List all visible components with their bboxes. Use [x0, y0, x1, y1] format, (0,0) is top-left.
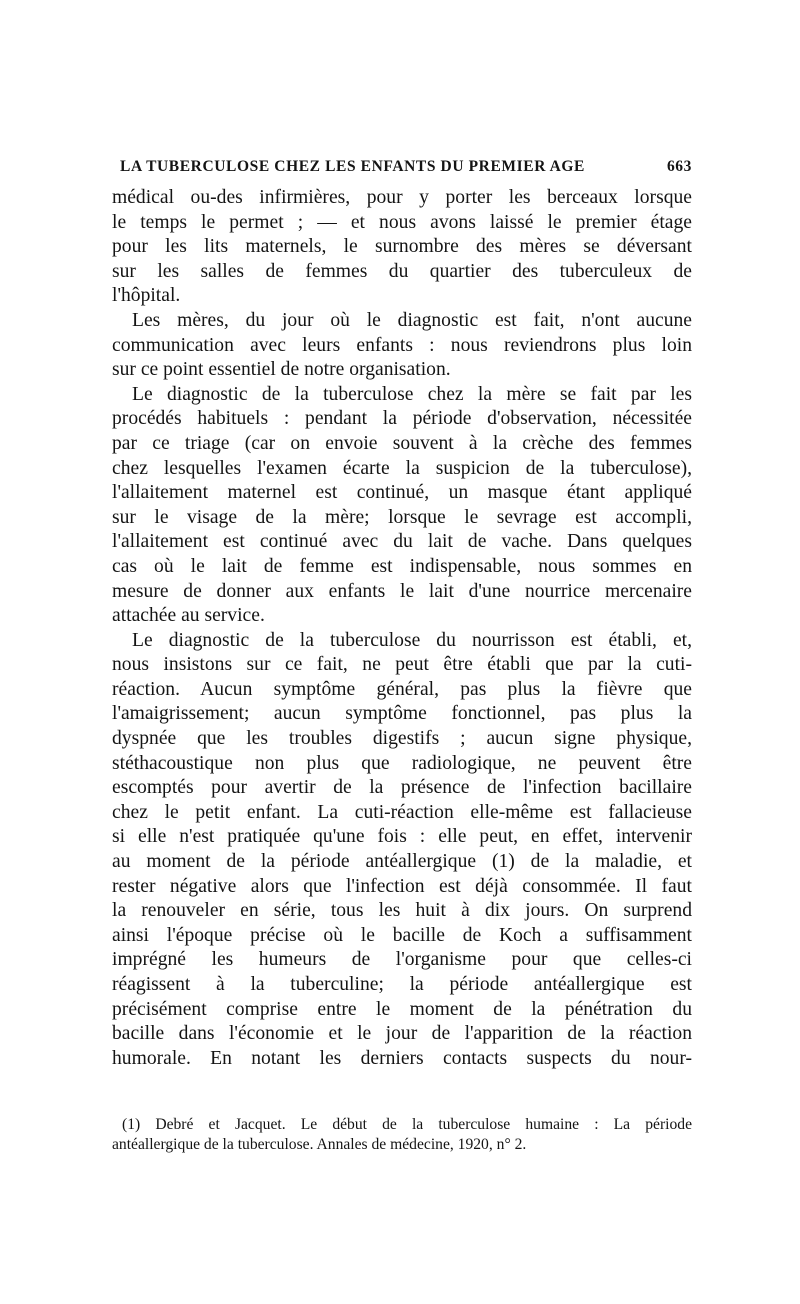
text-line: médical ou-des infirmières, pour y porter les berceaux lorsque [112, 187, 692, 208]
text-line: au moment de la période antéallergique (1) de la maladie, et [112, 851, 692, 873]
text-line: imprégné les humeurs de l'organisme pour que celles-ci [112, 949, 692, 971]
text-line: l'allaitement est continué avec du lait de vache. Dans quelques [112, 531, 692, 553]
text-line: l'allaitement maternel est continué, un masque étant appliqué [112, 482, 692, 504]
text-line: sur le visage de la mère; lorsque le sevrage est accompli, [112, 506, 692, 528]
text-line: procédés habituels : pendant la période d'observation, nécessitée [112, 408, 692, 430]
text-line: mesure de donner aux enfants le lait d'une nourrice mercenaire [112, 580, 692, 602]
text-line: humorale. En notant les derniers contacts suspects du nour- [112, 1047, 692, 1069]
text-line: attachée au service. [112, 605, 265, 627]
text-line: stéthacoustique non plus que radiologique, ne peuvent être [112, 752, 692, 774]
text-line: l'hôpital. [112, 285, 181, 307]
text-line: communication avec leurs enfants : nous reviendrons plus loin [112, 334, 692, 356]
text-line: sur ce point essentiel de notre organisation. [112, 359, 451, 381]
text-line: bacille dans l'économie et le jour de l'apparition de la réaction [112, 1023, 692, 1045]
running-head [120, 158, 692, 176]
paragraph [112, 186, 692, 309]
text-line: Le diagnostic de la tuberculose chez la mère se fait par les [132, 383, 692, 405]
footnote [112, 1115, 692, 1155]
text-line: dyspnée que les troubles digestifs ; aucun signe physique, [112, 728, 692, 750]
text-line: précisément comprise entre le moment de la pénétration du [112, 998, 692, 1020]
text-line: le temps le permet ; — et nous avons laissé le premier étage [112, 211, 692, 233]
page-number: 663 [666, 158, 692, 175]
page [112, 158, 692, 1071]
text-line: cas où le lait de femme est indispensable, nous sommes en [112, 555, 692, 577]
text-line: sur les salles de femmes du quartier des tuberculeux de [112, 260, 692, 282]
text-line: ainsi l'époque précise où le bacille de Koch a suffisamment [112, 924, 692, 946]
text-line: réaction. Aucun symptôme général, pas plus la fièvre que [112, 678, 692, 700]
text-line: pour les lits maternels, le surnombre des mères se déversant [112, 236, 692, 258]
text-line: réagissent à la tuberculine; la période antéallergique est [112, 974, 692, 995]
footnote-line: antéallergique de la tuberculose. Annales de médecine, 1920, n° 2. [112, 1136, 527, 1153]
text-line: chez lesquelles l'examen écarte la suspicion de la tuberculose), [112, 457, 692, 479]
text-line: si elle n'est pratiquée qu'une fois : elle peut, en effet, intervenir [112, 826, 692, 848]
text-line: Les mères, du jour où le diagnostic est fait, n'ont aucune [132, 309, 692, 331]
text-line: la renouveler en série, tous les huit à dix jours. On surprend [112, 900, 692, 922]
text-line: rester négative alors que l'infection est déjà consommée. Il faut [112, 875, 692, 897]
paragraph [112, 309, 692, 383]
text-line: par ce triage (car on envoie souvent à la crèche des femmes [112, 432, 692, 454]
text-line: escomptés pour avertir de la présence de l'infection bacillaire [112, 777, 692, 799]
paragraph [112, 383, 692, 629]
paragraph [112, 629, 692, 1072]
body-text [112, 186, 692, 1071]
text-line: Le diagnostic de la tuberculose du nourrisson est établi, et, [132, 629, 692, 651]
text-line: chez le petit enfant. La cuti-réaction elle-même est fallacieuse [112, 801, 692, 823]
text-line: nous insistons sur ce fait, ne peut être établi que par la cuti- [112, 654, 692, 676]
text-line: l'amaigrissement; aucun symptôme fonctionnel, pas plus la [112, 703, 692, 725]
running-title: LA TUBERCULOSE CHEZ LES ENFANTS DU PREMIER AGE [120, 158, 585, 175]
footnote-line: (1) Debré et Jacquet. Le début de la tuberculose humaine : La période [122, 1116, 692, 1133]
